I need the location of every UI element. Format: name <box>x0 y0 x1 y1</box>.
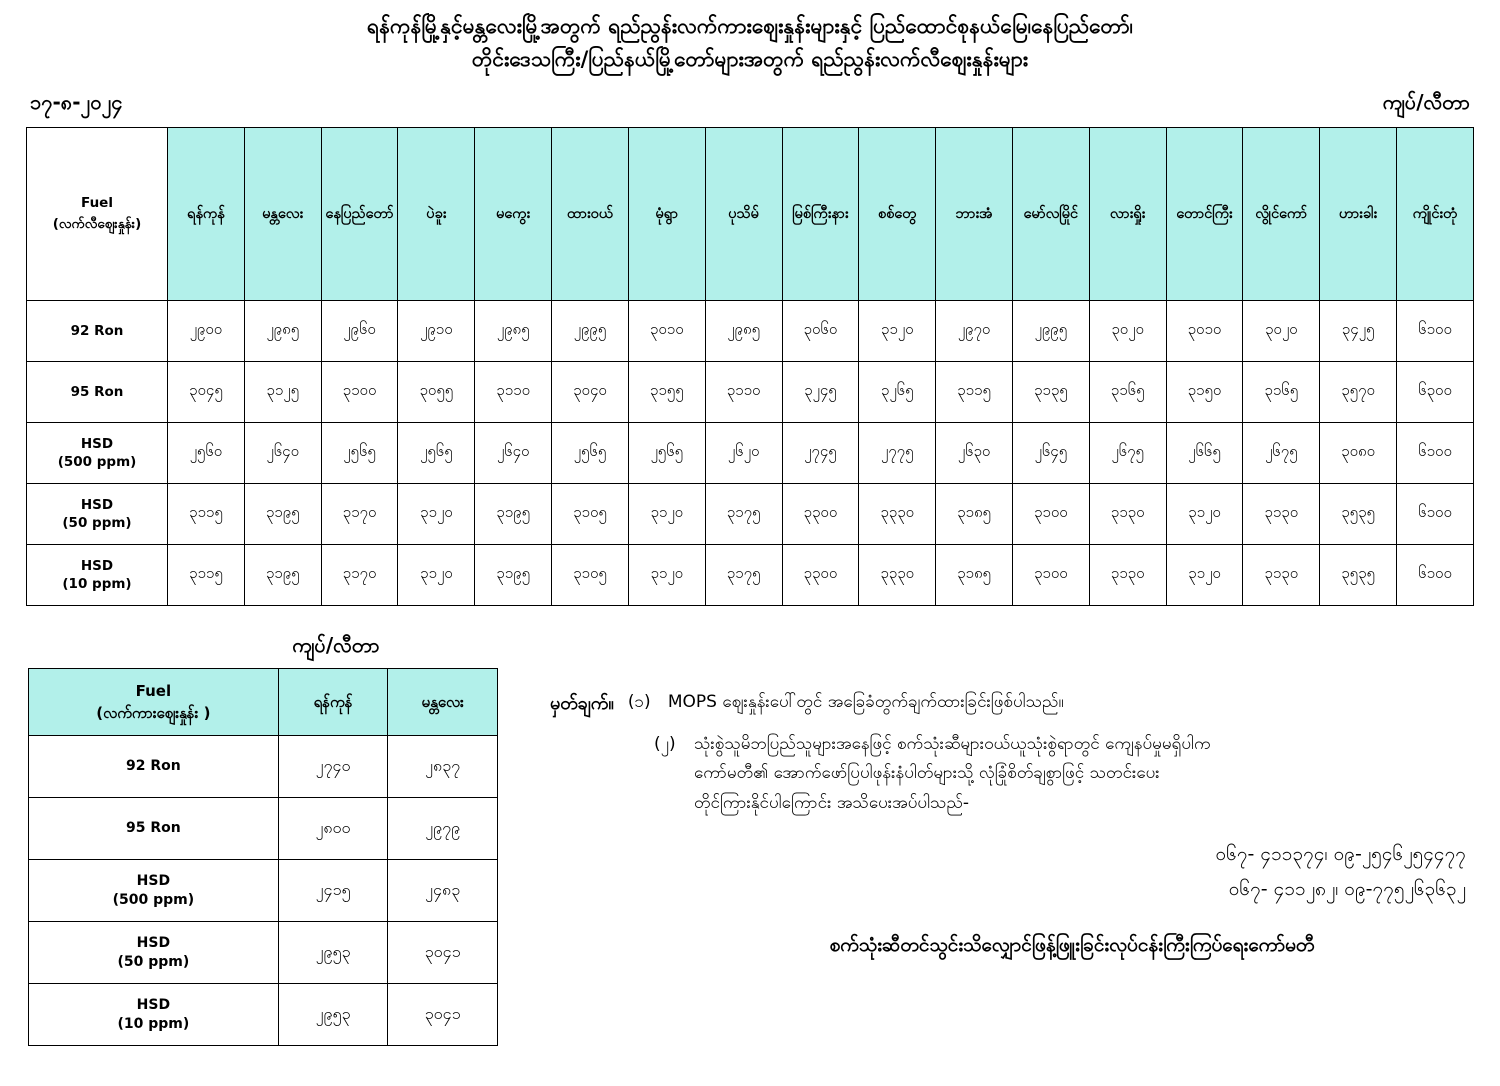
cell-4-3: ၃၁၂၀ <box>398 545 475 606</box>
cell-2-13: ၂၆၆၅ <box>1166 423 1243 484</box>
table-row <box>27 301 1474 362</box>
note-text-2: သုံးစွဲသူမိဘပြည်သူများအနေဖြင့် စက်သုံးဆီများဝယ်ယူသုံးစွဲရာတွင် ကျေနပ်မှုမရှိပါက <box>694 733 1211 754</box>
cell-1-12: ၃၁၆၅ <box>1089 362 1166 423</box>
cell-4-6: ၃၁၂၀ <box>628 545 705 606</box>
cell-0-4: ၂၉၈၅ <box>475 301 552 362</box>
cell-3-4: ၃၁၉၅ <box>475 484 552 545</box>
wholesale-price-table <box>28 668 498 1046</box>
contact-phone-1: ၀၆၇- ၄၁၁၃၇၄၊ ၀၉-၂၅၄၆၂၅၄၄၇၇ <box>1215 842 1466 865</box>
header-city-13: တောင်ကြီး <box>1166 128 1243 301</box>
cell-3-5: ၃၁၀၅ <box>552 484 629 545</box>
row-label-4-line1: HSD <box>80 557 114 574</box>
cell-2-7: ၂၆၂၀ <box>705 423 782 484</box>
table-row <box>27 484 1474 545</box>
header-city-6: မုံရွာ <box>628 128 705 301</box>
wholesale-row-label-4-line2: (10 ppm) <box>117 1015 190 1032</box>
wholesale-row-label-2-line2: (500 ppm) <box>112 891 195 908</box>
row-label-1-line1: 95 Ron <box>70 383 124 400</box>
cell-3-14: ၃၁၃၀ <box>1243 484 1320 545</box>
header-city-10: ဘားအံ <box>936 128 1013 301</box>
wholesale-row-label-0 <box>29 736 279 798</box>
cell-3-12: ၃၁၃၀ <box>1089 484 1166 545</box>
cell-1-16: ၆၃၀၀ <box>1397 362 1474 423</box>
wholesale-row-label-0-line1: 92 Ron <box>126 758 181 775</box>
table-row <box>27 423 1474 484</box>
cell-3-2: ၃၁၇၀ <box>321 484 398 545</box>
cell-1-7: ၃၁၁၀ <box>705 362 782 423</box>
table-row <box>27 545 1474 606</box>
table-row <box>29 736 498 798</box>
cell-2-4: ၂၆၄၀ <box>475 423 552 484</box>
wholesale-cell-0-1: ၂၈၃၇ <box>388 736 498 798</box>
wholesale-cell-2-1: ၂၄၈၃ <box>388 860 498 922</box>
wholesale-row-label-3-line2: (50 ppm) <box>117 953 190 970</box>
note-number-2: (၂) <box>654 733 676 754</box>
page-title <box>26 10 1474 75</box>
note-item-2 <box>550 730 1474 760</box>
cell-0-10: ၂၉၇၀ <box>936 301 1013 362</box>
cell-0-6: ၃၀၁၀ <box>628 301 705 362</box>
wholesale-row-label-3 <box>29 922 279 984</box>
cell-3-10: ၃၁၈၅ <box>936 484 1013 545</box>
table-header-row <box>29 669 498 736</box>
cell-3-0: ၃၁၁၅ <box>168 484 245 545</box>
note-continuation-2: တိုင်ကြားနိုင်ပါကြောင်း အသိပေးအပ်ပါသည်- <box>694 793 970 814</box>
cell-0-0: ၂၉၀၀ <box>168 301 245 362</box>
header-city-12: လားရှိုး <box>1089 128 1166 301</box>
cell-3-16: ၆၁၀၀ <box>1397 484 1474 545</box>
cell-1-8: ၃၂၄၅ <box>782 362 859 423</box>
note-number-1: (၁) <box>627 692 651 713</box>
wholesale-header-fuel-corner <box>29 669 279 736</box>
cell-3-9: ၃၃၃၀ <box>859 484 936 545</box>
note-item-1 <box>550 688 1474 720</box>
lower-section <box>26 632 1474 1046</box>
cell-1-1: ၃၁၂၅ <box>244 362 321 423</box>
row-label-2-line1: HSD <box>80 435 114 452</box>
cell-0-1: ၂၉၈၅ <box>244 301 321 362</box>
wholesale-cell-3-0: ၂၉၅၃ <box>278 922 388 984</box>
wholesale-cell-4-1: ၃၀၄၁ <box>388 984 498 1046</box>
cell-2-3: ၂၅၆၅ <box>398 423 475 484</box>
cell-0-13: ၃၀၁၀ <box>1166 301 1243 362</box>
meta-row <box>26 89 1474 119</box>
header-city-16: ကျိုင်းတုံ <box>1397 128 1474 301</box>
wholesale-cell-0-0: ၂၇၄၀ <box>278 736 388 798</box>
notes-label: မှတ်ချက်။ <box>550 693 614 715</box>
cell-4-1: ၃၁၉၅ <box>244 545 321 606</box>
cell-1-2: ၃၁၀၀ <box>321 362 398 423</box>
cell-4-0: ၃၁၁၅ <box>168 545 245 606</box>
table-header-row <box>27 128 1474 301</box>
cell-4-9: ၃၃၃၀ <box>859 545 936 606</box>
cell-1-5: ၃၀၄၀ <box>552 362 629 423</box>
cell-0-2: ၂၉၆၀ <box>321 301 398 362</box>
cell-1-4: ၃၁၁၀ <box>475 362 552 423</box>
wholesale-header-city-0: ရန်ကုန် <box>278 669 388 736</box>
cell-2-2: ၂၅၆၅ <box>321 423 398 484</box>
cell-0-5: ၂၉၉၅ <box>552 301 629 362</box>
cell-4-16: ၆၁၀၀ <box>1397 545 1474 606</box>
wholesale-row-label-2-line1: HSD <box>136 872 171 889</box>
cell-1-14: ၃၁၆၅ <box>1243 362 1320 423</box>
header-fuel-corner <box>27 128 168 301</box>
header-city-3: ပဲခူး <box>398 128 475 301</box>
table-row <box>29 984 498 1046</box>
cell-3-11: ၃၁၀၀ <box>1012 484 1089 545</box>
wholesale-cell-3-1: ၃၀၄၁ <box>388 922 498 984</box>
cell-2-9: ၂၇၇၅ <box>859 423 936 484</box>
cell-2-14: ၂၆၇၅ <box>1243 423 1320 484</box>
row-label-2-line2: (500 ppm) <box>57 454 137 471</box>
cell-0-3: ၂၉၁၀ <box>398 301 475 362</box>
contact-phone-list <box>550 837 1474 907</box>
table-row <box>29 922 498 984</box>
notes-section <box>526 632 1474 961</box>
row-label-3-line2: (50 ppm) <box>62 515 132 532</box>
wholesale-cell-4-0: ၂၉၅၃ <box>278 984 388 1046</box>
table-row <box>29 860 498 922</box>
cell-3-6: ၃၁၂၀ <box>628 484 705 545</box>
header-city-9: စစ်တွေ <box>859 128 936 301</box>
note-text-1: MOPS ဈေးနှုန်းပေါ်တွင် အခြေခံတွက်ချက်ထားခြင်းဖြစ်ပါသည်။ <box>667 692 1064 713</box>
cell-3-13: ၃၁၂၀ <box>1166 484 1243 545</box>
wholesale-header-fuel-label: Fuel <box>135 681 172 700</box>
cell-0-9: ၃၁၂၀ <box>859 301 936 362</box>
row-label-0 <box>27 301 168 362</box>
header-city-14: လွိုင်ကော် <box>1243 128 1320 301</box>
cell-1-3: ၃၀၅၅ <box>398 362 475 423</box>
cell-0-15: ၃၄၂၅ <box>1320 301 1397 362</box>
header-city-5: ထားဝယ် <box>552 128 629 301</box>
row-label-3-line1: HSD <box>80 496 114 513</box>
wholesale-header-note: (လက်ကားဈေးနှုန်း ) <box>96 704 211 723</box>
row-label-1 <box>27 362 168 423</box>
wholesale-cell-1-1: ၂၉၇၉ <box>388 798 498 860</box>
wholesale-row-label-3-line1: HSD <box>136 934 171 951</box>
header-fuel-label: Fuel <box>81 195 113 212</box>
table-row <box>29 798 498 860</box>
row-label-0-line1: 92 Ron <box>70 322 124 339</box>
wholesale-header-city-1: မန္တလေး <box>388 669 498 736</box>
cell-2-11: ၂၆၄၅ <box>1012 423 1089 484</box>
cell-0-12: ၃၀၂၀ <box>1089 301 1166 362</box>
cell-4-10: ၃၁၈၅ <box>936 545 1013 606</box>
cell-4-8: ၃၃၀၀ <box>782 545 859 606</box>
wholesale-row-label-4 <box>29 984 279 1046</box>
header-city-0: ရန်ကုန် <box>168 128 245 301</box>
cell-4-12: ၃၁၃၀ <box>1089 545 1166 606</box>
row-label-4 <box>27 545 168 606</box>
cell-4-4: ၃၁၉၅ <box>475 545 552 606</box>
cell-2-16: ၆၁၀၀ <box>1397 423 1474 484</box>
wholesale-row-label-1-line1: 95 Ron <box>126 820 181 837</box>
cell-0-7: ၂၉၈၅ <box>705 301 782 362</box>
cell-1-13: ၃၁၅၀ <box>1166 362 1243 423</box>
cell-2-10: ၂၆၃၀ <box>936 423 1013 484</box>
cell-4-5: ၃၁၀၅ <box>552 545 629 606</box>
cell-3-15: ၃၅၃၅ <box>1320 484 1397 545</box>
cell-2-15: ၃၀၈၀ <box>1320 423 1397 484</box>
retail-unit-label: ကျပ်/လီတာ <box>1382 90 1470 115</box>
cell-1-0: ၃၀၄၅ <box>168 362 245 423</box>
cell-3-1: ၃၁၉၅ <box>244 484 321 545</box>
wholesale-section <box>26 632 526 1046</box>
header-city-8: မြစ်ကြီးနား <box>782 128 859 301</box>
cell-4-2: ၃၁၇၀ <box>321 545 398 606</box>
header-city-2: နေပြည်တော် <box>321 128 398 301</box>
header-city-1: မန္တလေး <box>244 128 321 301</box>
cell-2-1: ၂၆၄၀ <box>244 423 321 484</box>
cell-2-12: ၂၆၇၅ <box>1089 423 1166 484</box>
cell-0-16: ၆၁၀၀ <box>1397 301 1474 362</box>
cell-0-11: ၂၉၉၅ <box>1012 301 1089 362</box>
report-date: ၁၇-၈-၂၀၂၄ <box>30 90 123 115</box>
cell-2-8: ၂၇၄၅ <box>782 423 859 484</box>
contact-phone-2: ၀၆၇- ၄၁၁၂၈၂၊ ၀၉-၇၇၅၂၆၃၆၃၂ <box>1228 877 1466 900</box>
row-label-3 <box>27 484 168 545</box>
cell-2-5: ၂၅၆၅ <box>552 423 629 484</box>
cell-0-14: ၃၀၂၀ <box>1243 301 1320 362</box>
cell-4-7: ၃၁၇၅ <box>705 545 782 606</box>
header-city-4: မကွေး <box>475 128 552 301</box>
cell-3-8: ၃၃၀၀ <box>782 484 859 545</box>
header-city-7: ပုသိမ် <box>705 128 782 301</box>
row-label-2 <box>27 423 168 484</box>
wholesale-row-label-2 <box>29 860 279 922</box>
wholesale-unit-label: ကျပ်/လီတာ <box>292 633 380 658</box>
cell-3-3: ၃၁၂၀ <box>398 484 475 545</box>
wholesale-cell-1-0: ၂၈၀၀ <box>278 798 388 860</box>
wholesale-cell-2-0: ၂၄၁၅ <box>278 860 388 922</box>
cell-1-6: ၃၁၅၅ <box>628 362 705 423</box>
header-retail-note: (လက်လီဈေးနှုန်း) <box>52 215 142 232</box>
table-row <box>27 362 1474 423</box>
cell-4-13: ၃၁၂၀ <box>1166 545 1243 606</box>
wholesale-row-label-1 <box>29 798 279 860</box>
cell-1-15: ၃၅၇၀ <box>1320 362 1397 423</box>
cell-1-10: ၃၁၁၅ <box>936 362 1013 423</box>
title-line-2: တိုင်းဒေသကြီး/ပြည်နယ်မြို့တော်များအတွက် ရည်ညွန်းလက်လီဈေးနှုန်းများ <box>471 46 1029 71</box>
cell-4-14: ၃၁၃၀ <box>1243 545 1320 606</box>
issuing-authority: စက်သုံးဆီတင်သွင်းသိလျှောင်ဖြန့်ဖြူးခြင်းလုပ်ငန်းကြီးကြပ်ရေးကော်မတီ <box>829 934 1315 957</box>
title-line-1: ရန်ကုန်မြို့နှင့်မန္တလေးမြို့အတွက် ရည်ညွန်းလက်ကားဈေးနှုန်းများနှင့် ပြည်ထောင်စုနယ်မြေ၊နေပြည်တော်၊ <box>367 14 1133 38</box>
wholesale-row-label-4-line1: HSD <box>136 996 171 1013</box>
row-label-4-line2: (10 ppm) <box>62 576 132 593</box>
retail-price-table <box>26 127 1474 606</box>
note-continuation-1: ကော်မတီ၏ အောက်ဖော်ပြပါဖုန်းနံပါတ်များသို့ လုံခြုံစိတ်ချစွာဖြင့် သတင်းပေး <box>694 763 1160 784</box>
header-city-11: မော်လမြိုင် <box>1012 128 1089 301</box>
cell-3-7: ၃၁၇၅ <box>705 484 782 545</box>
cell-1-9: ၃၂၆၅ <box>859 362 936 423</box>
cell-2-0: ၂၅၆၀ <box>168 423 245 484</box>
cell-1-11: ၃၁၃၅ <box>1012 362 1089 423</box>
header-city-15: ဟားခါး <box>1320 128 1397 301</box>
cell-4-15: ၃၅၃၅ <box>1320 545 1397 606</box>
cell-0-8: ၃၀၆၀ <box>782 301 859 362</box>
cell-2-6: ၂၅၆၅ <box>628 423 705 484</box>
cell-4-11: ၃၁၀၀ <box>1012 545 1089 606</box>
